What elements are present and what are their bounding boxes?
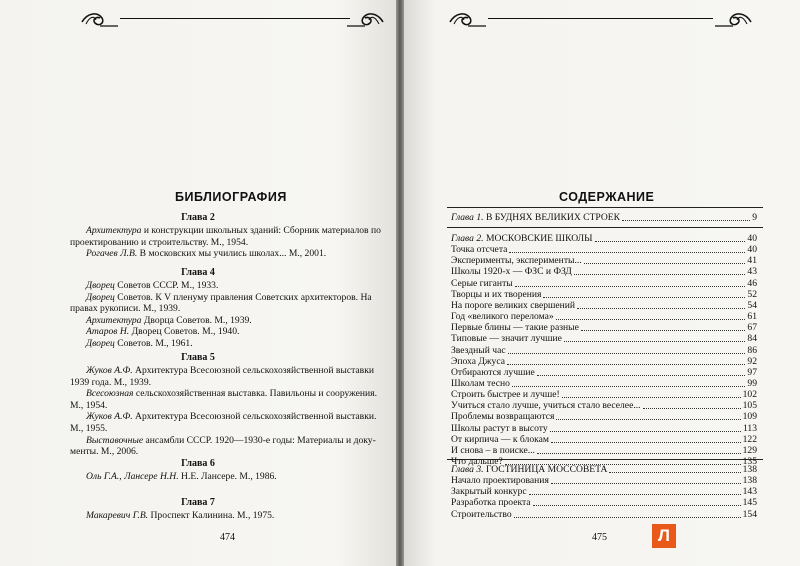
toc-entry-text: Строительство bbox=[451, 508, 512, 520]
entry-line bbox=[70, 338, 390, 350]
entry-text: Архитектура Всесоюзной сельскохозяйственной выставки. bbox=[132, 411, 377, 423]
bibliography-entry bbox=[70, 315, 390, 327]
entry-line bbox=[70, 315, 390, 327]
toc-entry-title bbox=[451, 278, 513, 289]
toc-page-number: 40 bbox=[747, 244, 757, 256]
left-ornament-icon bbox=[448, 8, 488, 30]
bibliography-entry bbox=[70, 411, 390, 434]
bibliography-entry bbox=[70, 225, 390, 248]
toc-entry-title bbox=[451, 289, 541, 300]
right-ornament-icon bbox=[345, 8, 385, 30]
toc-page-number: 9 bbox=[752, 212, 757, 223]
toc-entry bbox=[451, 378, 757, 389]
bibliography-entry bbox=[70, 248, 390, 260]
toc-page-number: 129 bbox=[742, 444, 757, 456]
entry-text: и конструкции школьных зданий: Сборник материалов по bbox=[141, 225, 381, 236]
toc-entry-title bbox=[451, 509, 512, 520]
toc-entry-text: Отбираются лучшие bbox=[451, 366, 535, 378]
entry-text: Архитектура Всесоюзной сельскохозяйственной выставки bbox=[132, 365, 374, 376]
bibliography-entry bbox=[70, 435, 390, 458]
toc-entry bbox=[451, 356, 757, 367]
entry-author: Дворец bbox=[86, 338, 115, 349]
toc-page-number: 43 bbox=[747, 266, 757, 278]
toc-entry-text: На пороге великих свершений bbox=[451, 299, 576, 311]
toc-entry-title bbox=[451, 367, 535, 378]
publisher-logo: Л bbox=[652, 524, 676, 548]
toc-leader-dots bbox=[551, 442, 741, 443]
toc-entry bbox=[451, 333, 757, 344]
toc-leader-dots bbox=[509, 252, 745, 253]
entry-author: Жуков А.Ф. bbox=[86, 411, 133, 423]
toc-page-number: 113 bbox=[742, 422, 757, 434]
toc-page-number: 143 bbox=[742, 486, 757, 498]
toc-entry bbox=[451, 266, 757, 277]
toc-leader-dots bbox=[537, 375, 746, 376]
entry-text: Дворец Советов. М., 1940. bbox=[129, 326, 240, 338]
entry-author: Дворец bbox=[86, 280, 115, 291]
toc-entry bbox=[451, 255, 757, 266]
page-title: БИБЛИОГРАФИЯ bbox=[175, 190, 287, 204]
toc-entry-text: Закрытый конкурс bbox=[451, 486, 527, 498]
entry-author: Атаров Н. bbox=[86, 326, 130, 338]
entry-author: Оль Г.А., Лансере Н.Н. bbox=[86, 471, 179, 482]
toc-leader-dots bbox=[584, 263, 746, 264]
entry-author: Дворец bbox=[86, 291, 115, 303]
chapter-heading: Глава 7 bbox=[181, 497, 215, 508]
toc-entry-text: От кирпича — к блокам bbox=[451, 433, 549, 445]
toc-entry-title bbox=[451, 356, 505, 367]
toc-entry bbox=[451, 289, 757, 300]
entry-line bbox=[70, 326, 390, 338]
page-title: СОДЕРЖАНИЕ bbox=[559, 190, 655, 204]
header-rule bbox=[488, 18, 713, 19]
toc-page-number: 135 bbox=[742, 456, 757, 467]
entry-author: Архитектура bbox=[86, 225, 142, 236]
toc-leader-dots bbox=[543, 297, 745, 298]
toc-page-number: 86 bbox=[747, 344, 757, 356]
toc-entry-text: В БУДНЯХ ВЕЛИКИХ СТРОЕК bbox=[483, 212, 621, 223]
chapter-separator bbox=[447, 227, 763, 228]
entry-author: Архитектура bbox=[86, 314, 142, 326]
toc-entry bbox=[451, 497, 757, 508]
toc-entry-text: Школы 1920-х — ФЗС и ФЗД bbox=[451, 266, 572, 278]
toc-entry bbox=[451, 389, 757, 400]
toc-page-number: 154 bbox=[742, 508, 757, 520]
toc-leader-dots bbox=[577, 308, 745, 309]
entry-text: сельскохозяйственная выставка. Павильоны и сооружения. bbox=[133, 388, 377, 400]
toc-entry-text: Звездный час bbox=[451, 344, 506, 356]
right-ornament-icon bbox=[713, 8, 753, 30]
toc-entry bbox=[451, 464, 757, 475]
toc-entry bbox=[451, 486, 757, 497]
toc-entry-text: Что дальше? bbox=[451, 456, 503, 467]
toc-entry bbox=[451, 244, 757, 255]
toc-entry bbox=[451, 212, 757, 223]
entry-text: Советов. К V пленуму правления Советских архитекторов. На bbox=[114, 291, 372, 303]
entry-line: правах рукописи. М., 1939. bbox=[70, 303, 181, 315]
bibliography-entry bbox=[70, 292, 390, 315]
toc-leader-dots bbox=[515, 286, 746, 287]
toc-page-number: 138 bbox=[742, 475, 757, 487]
toc-leader-dots bbox=[533, 505, 741, 506]
toc-leader-dots bbox=[529, 494, 741, 495]
toc-entry bbox=[451, 423, 757, 434]
entry-author: Макаревич Г.В. bbox=[86, 510, 149, 521]
toc-leader-dots bbox=[556, 419, 740, 420]
bibliography-entry bbox=[70, 326, 390, 338]
toc-entry-text: Разработка проекта bbox=[451, 497, 531, 509]
toc-entry bbox=[451, 278, 757, 289]
toc-page-number: 92 bbox=[747, 355, 757, 367]
toc-entry-title bbox=[451, 300, 575, 311]
chapter-heading: Глава 5 bbox=[181, 352, 215, 363]
bibliography-entry bbox=[70, 280, 390, 292]
toc-entry-text: Строить быстрее и лучше! bbox=[451, 389, 560, 401]
toc-entry-text: Год «великого перелома» bbox=[451, 311, 554, 323]
toc-leader-dots bbox=[562, 397, 741, 398]
toc-page-number: 54 bbox=[747, 299, 757, 311]
bibliography-entry bbox=[70, 365, 390, 388]
toc-entry-text: Точка отсчета bbox=[451, 244, 508, 256]
entry-text: Советов. М., 1961. bbox=[114, 338, 193, 349]
toc-page-number: 97 bbox=[747, 366, 757, 378]
toc-entry bbox=[451, 233, 757, 244]
entry-text: Проспект Калинина. М., 1975. bbox=[148, 510, 275, 521]
toc-entry-text: Учиться стало лучше, учиться стало веселее... bbox=[451, 400, 641, 412]
toc-leader-dots bbox=[564, 341, 746, 342]
toc-entry-title bbox=[451, 400, 641, 411]
toc-leader-dots bbox=[508, 353, 746, 354]
toc-entry-title bbox=[451, 266, 572, 277]
toc-entry-text: Эпоха Джуса bbox=[451, 355, 505, 367]
toc-entry-text: Проблемы возвращаются bbox=[451, 411, 555, 423]
entry-line bbox=[70, 471, 390, 483]
toc-page-number: 99 bbox=[747, 377, 757, 389]
book-gutter bbox=[396, 0, 404, 566]
toc-entry-title bbox=[451, 322, 579, 333]
toc-entry bbox=[451, 509, 757, 520]
toc-leader-dots bbox=[643, 408, 741, 409]
toc-entry-text: Эксперименты, эксперименты... bbox=[451, 255, 582, 267]
entry-line: проектированию и строительству. М., 1954. bbox=[70, 236, 249, 248]
toc-entry bbox=[451, 367, 757, 378]
toc-page-number: 84 bbox=[747, 333, 757, 345]
toc-entry-text: И снова – в поиске... bbox=[451, 444, 535, 456]
toc-entry-title bbox=[451, 311, 554, 322]
toc-entry-title bbox=[451, 445, 535, 456]
entry-line bbox=[70, 248, 390, 260]
toc-leader-dots bbox=[609, 472, 740, 473]
entry-author: Всесоюзная bbox=[86, 388, 134, 400]
toc-entry bbox=[451, 311, 757, 322]
toc-page-number: 122 bbox=[742, 433, 757, 445]
toc-page-number: 40 bbox=[747, 233, 757, 244]
page-number: 474 bbox=[220, 532, 235, 543]
toc-entry-title bbox=[451, 486, 527, 497]
bibliography-entry bbox=[70, 510, 390, 522]
entry-line bbox=[70, 388, 390, 400]
toc-entry-text: Типовые — значит лучшие bbox=[451, 333, 562, 345]
toc-leader-dots bbox=[551, 483, 741, 484]
entry-line bbox=[70, 292, 390, 304]
toc-entry bbox=[451, 322, 757, 333]
toc-leader-dots bbox=[537, 453, 741, 454]
header-rule bbox=[120, 18, 350, 19]
toc-leader-dots bbox=[574, 274, 746, 275]
toc-leader-dots bbox=[550, 431, 741, 432]
toc-entry bbox=[451, 300, 757, 311]
entry-line: менты. М., 2006. bbox=[70, 446, 139, 458]
contents-top-rule bbox=[447, 207, 763, 208]
toc-entry-title bbox=[451, 497, 531, 508]
toc-entry-title bbox=[451, 244, 507, 255]
toc-entry-title bbox=[451, 378, 510, 389]
toc-entry-text: Начало проектирования bbox=[451, 475, 549, 487]
toc-page-number: 67 bbox=[747, 322, 757, 334]
entry-text: ансамбли СССР. 1920—1930-е годы: Материалы и доку- bbox=[143, 434, 376, 446]
toc-entry-title bbox=[451, 345, 506, 356]
toc-entry-title bbox=[451, 212, 620, 223]
toc-leader-dots bbox=[556, 319, 746, 320]
entry-line: М., 1955. bbox=[70, 422, 108, 434]
toc-page-number: 105 bbox=[742, 400, 757, 412]
toc-entry-title bbox=[451, 464, 607, 475]
entry-author: Жуков А.Ф. bbox=[86, 365, 133, 376]
entry-line bbox=[70, 225, 390, 237]
toc-entry bbox=[451, 345, 757, 356]
toc-entry-title bbox=[451, 389, 560, 400]
toc-leader-dots bbox=[595, 241, 746, 242]
toc-page-number: 46 bbox=[747, 277, 757, 289]
entry-line bbox=[70, 280, 390, 292]
entry-line: М., 1954. bbox=[70, 399, 108, 411]
toc-chapter-number: Глава 3. bbox=[451, 464, 484, 475]
toc-chapter-number: Глава 2. bbox=[451, 233, 484, 244]
chapter-heading: Глава 6 bbox=[181, 458, 215, 469]
toc-entry bbox=[451, 475, 757, 486]
entry-author: Рогачев Л.В. bbox=[86, 248, 138, 260]
entry-text: Дворца Советов. М., 1939. bbox=[141, 314, 252, 326]
toc-page-number: 109 bbox=[742, 411, 757, 423]
bibliography-entry bbox=[70, 338, 390, 350]
toc-leader-dots bbox=[581, 330, 746, 331]
entry-line: 1939 года. М., 1939. bbox=[70, 376, 152, 388]
toc-entry-text: Школам тесно bbox=[451, 377, 510, 389]
bibliography-page bbox=[0, 0, 396, 566]
toc-leader-dots bbox=[512, 386, 745, 387]
toc-entry-text: Школы растут в высоту bbox=[451, 422, 548, 434]
toc-entry-title bbox=[451, 233, 593, 244]
chapter-heading: Глава 4 bbox=[181, 267, 215, 278]
toc-entry-title bbox=[451, 411, 554, 422]
entry-text: Н.Е. Лансере. М., 1986. bbox=[178, 471, 277, 482]
toc-page-number: 52 bbox=[747, 288, 757, 300]
toc-leader-dots bbox=[622, 220, 750, 221]
toc-entry-title bbox=[451, 423, 548, 434]
toc-entry-title bbox=[451, 434, 549, 445]
bibliography-entry bbox=[70, 471, 390, 483]
toc-chapter-number: Глава 1. bbox=[451, 212, 484, 223]
toc-page-number: 102 bbox=[742, 389, 757, 401]
toc-entry-text: ГОСТИНИЦА МОССОВЕТА bbox=[483, 464, 608, 475]
bibliography-entry bbox=[70, 388, 390, 411]
entry-line bbox=[70, 510, 390, 522]
entry-line bbox=[70, 435, 390, 447]
toc-entry-title bbox=[451, 333, 562, 344]
toc-page-number: 61 bbox=[747, 311, 757, 323]
entry-author: Выставочные bbox=[86, 434, 144, 446]
toc-entry-title bbox=[451, 475, 549, 486]
toc-page-number: 138 bbox=[742, 464, 757, 475]
toc-entry-title bbox=[451, 255, 582, 266]
toc-entry bbox=[451, 434, 757, 445]
entry-text: Советов СССР. М., 1933. bbox=[114, 280, 219, 291]
chapter-heading: Глава 2 bbox=[181, 212, 215, 223]
toc-entry-text: Серые гиганты bbox=[451, 277, 513, 289]
toc-entry-text: Творцы и их творения bbox=[451, 288, 542, 300]
entry-line bbox=[70, 411, 390, 423]
toc-page-number: 41 bbox=[747, 255, 757, 267]
entry-text: В московских мы учились школах... М., 2001. bbox=[137, 248, 327, 260]
toc-leader-dots bbox=[514, 517, 741, 518]
entry-line bbox=[70, 365, 390, 377]
toc-entry bbox=[451, 445, 757, 456]
toc-entry-text: Первые блины — такие разные bbox=[451, 322, 579, 334]
toc-page-number: 145 bbox=[742, 497, 757, 509]
left-ornament-icon bbox=[80, 8, 120, 30]
toc-entry-text: МОСКОВСКИЕ ШКОЛЫ bbox=[483, 233, 593, 244]
toc-entry bbox=[451, 411, 757, 422]
toc-leader-dots bbox=[507, 364, 745, 365]
page-number: 475 bbox=[592, 532, 607, 543]
toc-entry bbox=[451, 400, 757, 411]
